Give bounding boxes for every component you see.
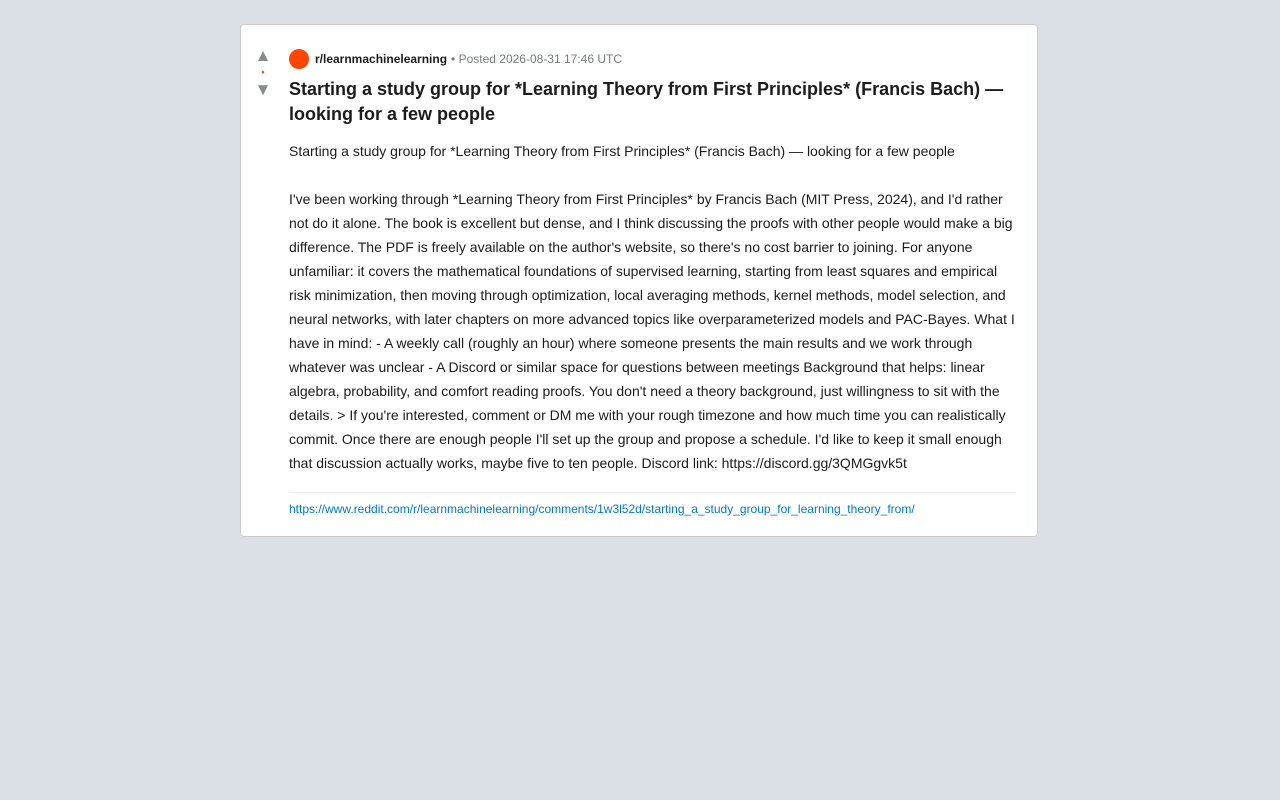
permalink-link[interactable]: https://www.reddit.com/r/learnmachinelearning/comments/1w3l52d/starting_a_study_group_for_learning_theory_from/ <box>289 502 915 516</box>
vote-column <box>241 47 285 99</box>
vote-score: • <box>261 67 265 77</box>
post-content <box>289 49 1016 516</box>
post-body-intro: Starting a study group for *Learning Theory from First Principles* (Francis Bach) — looking for a few people <box>289 143 955 159</box>
subreddit-icon[interactable] <box>289 49 309 69</box>
post-body-main: I've been working through *Learning Theory from First Principles* by Francis Bach (MIT Press, 2024), and I'd rather not do it alone. The book is excellent but dense, and I think discussing the proofs with other people would make a big difference. The PDF is freely available on the author's website, so there's no cost barrier to joining. For anyone unfamiliar: it covers the mathematical foundations of supervised learning, starting from least squares and empirical risk minimization, then moving through optimization, local averaging methods, kernel methods, model selection, and neural networks, with later chapters on more advanced topics like overparameterized models and PAC-Bayes. What I have in mind: - A weekly call (roughly an hour) where someone presents the main results and we work through whatever was unclear - A Discord or similar space for questions between meetings Background that helps: linear algebra, probability, and comfort reading proofs. You don't need a theory background, just willingness to sit with the details. > If you're interested, comment or DM me with your rough timezone and how much time you can realistically commit. Once there are enough people I'll set up the group and propose a schedule. I'd like to keep it small enough that discussion actually works, maybe five to ten people. Discord link: https://discord.gg/3QMGgvk5t <box>289 191 1015 471</box>
downvote-icon[interactable]: ▼ <box>254 80 272 99</box>
post-body <box>289 139 1016 475</box>
subreddit-link[interactable]: r/learnmachinelearning <box>315 52 448 66</box>
post-timestamp: • Posted 2026-08-31 17:46 UTC <box>451 52 623 66</box>
post-title[interactable]: Starting a study group for *Learning Theory from First Principles* (Francis Bach) — looking for a few people <box>289 79 1004 124</box>
post-card <box>240 24 1038 537</box>
upvote-icon[interactable]: ▲ <box>254 46 272 65</box>
divider <box>289 492 1016 493</box>
post-meta <box>289 49 1016 69</box>
